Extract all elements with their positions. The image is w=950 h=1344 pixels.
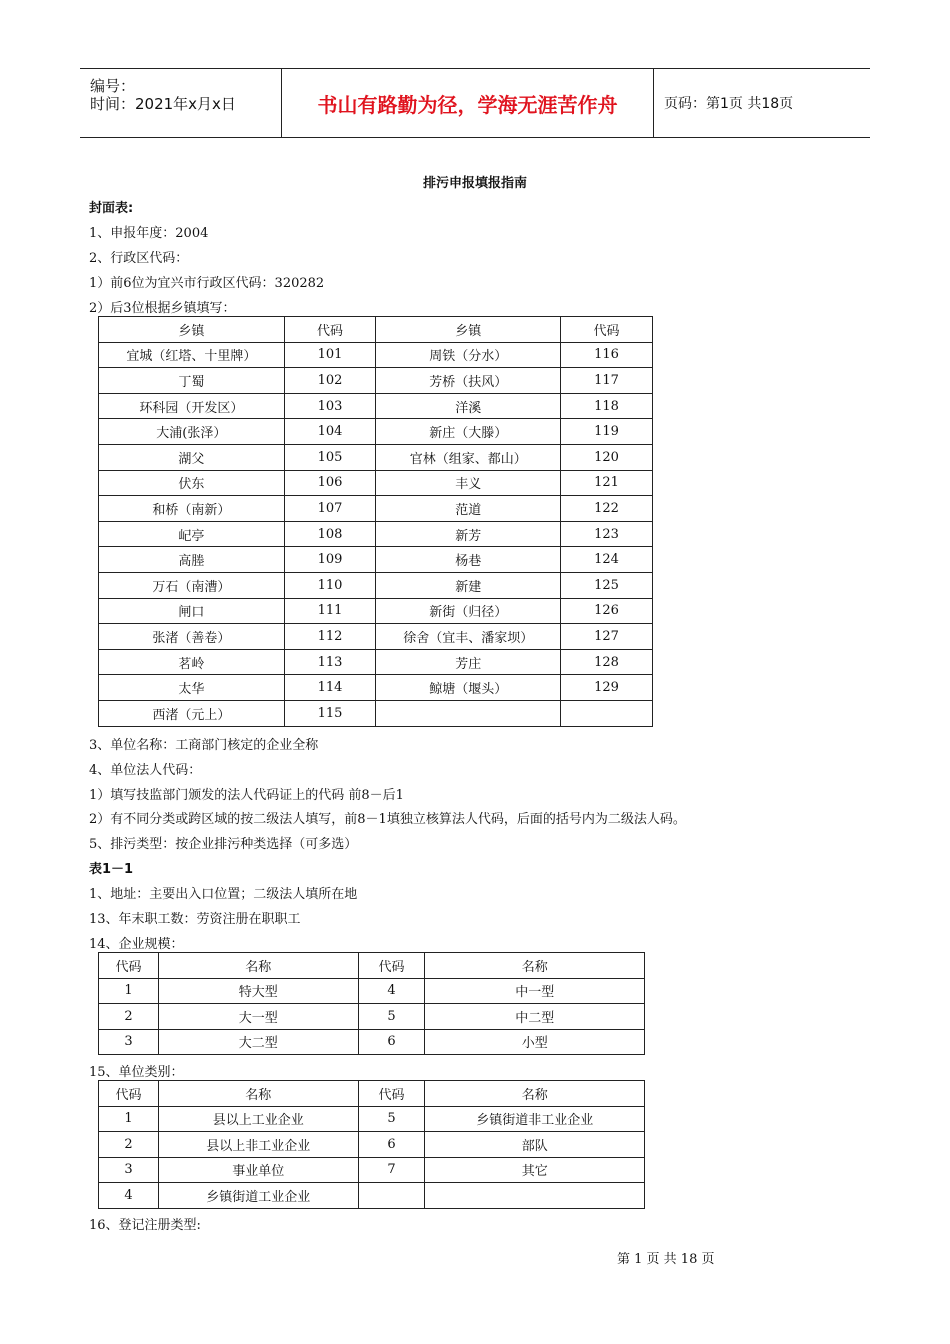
- table-cell: 118: [561, 393, 653, 419]
- header-cell: 名称: [425, 953, 645, 979]
- table-cell: 120: [561, 444, 653, 470]
- header-cell: 代码: [358, 1081, 425, 1107]
- unit-type-table: [98, 1080, 645, 1209]
- table-cell: 7: [358, 1157, 425, 1183]
- town-code-table: [98, 316, 653, 727]
- table-cell: 101: [284, 342, 376, 368]
- table-cell: 129: [561, 675, 653, 701]
- table-cell: 106: [284, 470, 376, 496]
- number-label: 编号：: [90, 77, 136, 95]
- table-cell: 125: [561, 572, 653, 598]
- text-line: 2）后3位根据乡镇填写：: [89, 301, 236, 316]
- text-line: 1）前6位为宜兴市行政区代码：320282: [89, 276, 325, 291]
- table-cell: 县以上工业企业: [158, 1106, 358, 1132]
- table-row: [99, 368, 653, 394]
- table-cell: 官林（组家、都山）: [376, 444, 561, 470]
- table-cell: 1: [99, 978, 159, 1004]
- header-cell: 代码: [561, 317, 653, 343]
- text-line: 5、排污类型：按企业排污种类选择（可多选）: [89, 837, 358, 852]
- table-row: [99, 1183, 645, 1209]
- table-cell: 6: [358, 1029, 425, 1055]
- table-cell: 121: [561, 470, 653, 496]
- table-cell: 屺亭: [99, 521, 285, 547]
- table-row: [99, 521, 653, 547]
- table-cell: 127: [561, 624, 653, 650]
- table-row: [99, 700, 653, 726]
- page-info: 页码：第1页 共18页: [664, 96, 794, 112]
- table-cell: [425, 1183, 645, 1209]
- text-line: 1、申报年度：2004: [89, 226, 209, 241]
- table-cell: 1: [99, 1106, 159, 1132]
- table-cell: 县以上非工业企业: [158, 1132, 358, 1158]
- table-cell: 西渚（元上）: [99, 700, 285, 726]
- table-cell: 湖父: [99, 444, 285, 470]
- table-cell: 张渚（善卷）: [99, 624, 285, 650]
- table-cell: 范道: [376, 496, 561, 522]
- table-cell: 新芳: [376, 521, 561, 547]
- table-row: [99, 624, 653, 650]
- table-row: [99, 1157, 645, 1183]
- table-cell: 环科园（开发区）: [99, 393, 285, 419]
- table-cell: 119: [561, 419, 653, 445]
- table-cell: 109: [284, 547, 376, 573]
- table-row: [99, 393, 653, 419]
- table-row: [99, 598, 653, 624]
- table-cell: 部队: [425, 1132, 645, 1158]
- table-cell: 107: [284, 496, 376, 522]
- table-cell: 128: [561, 649, 653, 675]
- table-cell: 鲸塘（堰头）: [376, 675, 561, 701]
- table-cell: 110: [284, 572, 376, 598]
- table-cell: 大二型: [158, 1029, 358, 1055]
- table-cell: 特大型: [158, 978, 358, 1004]
- table-cell: 丁蜀: [99, 368, 285, 394]
- table-cell: 高塍: [99, 547, 285, 573]
- unit-type-label: 15、单位类别：: [89, 1065, 184, 1080]
- table-row: [99, 1132, 645, 1158]
- table-cell: 123: [561, 521, 653, 547]
- table-cell: 105: [284, 444, 376, 470]
- table-cell: 太华: [99, 675, 285, 701]
- table-cell: 3: [99, 1029, 159, 1055]
- enterprise-scale-table: [98, 952, 645, 1055]
- table-row: [99, 1106, 645, 1132]
- header-cell: 代码: [358, 953, 425, 979]
- table-row: [99, 547, 653, 573]
- table-cell: [561, 700, 653, 726]
- table-cell: 126: [561, 598, 653, 624]
- table-row: [99, 419, 653, 445]
- table-cell: 103: [284, 393, 376, 419]
- table-header-row: [99, 953, 645, 979]
- table-cell: 116: [561, 342, 653, 368]
- table-cell: 徐舍（宜丰、潘家坝）: [376, 624, 561, 650]
- table-cell: 洋溪: [376, 393, 561, 419]
- text-line: 2、行政区代码：: [89, 251, 189, 266]
- table-cell: 112: [284, 624, 376, 650]
- table-row: [99, 675, 653, 701]
- table-cell: 124: [561, 547, 653, 573]
- text-line: 2）有不同分类或跨区域的按二级法人填写，前8－1填独立核算法人代码，后面的括号内为二级法人码。: [89, 812, 686, 827]
- table-cell: 104: [284, 419, 376, 445]
- table-cell: 万石（南漕）: [99, 572, 285, 598]
- table-cell: [376, 700, 561, 726]
- table-cell: 茗岭: [99, 649, 285, 675]
- header-cell: 名称: [158, 953, 358, 979]
- table-cell: 5: [358, 1004, 425, 1030]
- table-cell: 小型: [425, 1029, 645, 1055]
- table-cell: 115: [284, 700, 376, 726]
- header-meta: [80, 69, 282, 137]
- table-cell: 乡镇街道工业企业: [158, 1183, 358, 1209]
- text-line: 3、单位名称：工商部门核定的企业全称: [89, 738, 319, 753]
- table-header-row: [99, 317, 653, 343]
- table-row: [99, 496, 653, 522]
- table-row: [99, 1004, 645, 1030]
- motto: 书山有路勤为径，学海无涯苦作舟: [282, 69, 654, 137]
- table-cell: 108: [284, 521, 376, 547]
- table-cell: 2: [99, 1004, 159, 1030]
- table-cell: 丰义: [376, 470, 561, 496]
- table-cell: 117: [561, 368, 653, 394]
- table-cell: 大浦(张泽）: [99, 419, 285, 445]
- table-cell: 3: [99, 1157, 159, 1183]
- table-row: [99, 1029, 645, 1055]
- table-cell: [358, 1183, 425, 1209]
- header-cell: 名称: [425, 1081, 645, 1107]
- table-cell: 周铁（分水）: [376, 342, 561, 368]
- text-line: 14、企业规模：: [89, 937, 184, 952]
- table-cell: 122: [561, 496, 653, 522]
- table-cell: 111: [284, 598, 376, 624]
- table-row: [99, 649, 653, 675]
- doc-title: 排污申报填报指南: [422, 176, 527, 191]
- table-cell: 113: [284, 649, 376, 675]
- table-cell: 114: [284, 675, 376, 701]
- table-cell: 其它: [425, 1157, 645, 1183]
- table-cell: 芳庄: [376, 649, 561, 675]
- time-label: 时间：2021年x月x日: [90, 95, 236, 113]
- table-cell: 乡镇街道非工业企业: [425, 1106, 645, 1132]
- header-cell: 名称: [158, 1081, 358, 1107]
- table-row: [99, 470, 653, 496]
- header-cell: 代码: [99, 953, 159, 979]
- table-cell: 新庄（大滕）: [376, 419, 561, 445]
- table-header-row: [99, 1081, 645, 1107]
- header-cell: 代码: [99, 1081, 159, 1107]
- table-cell: 4: [358, 978, 425, 1004]
- table-cell: 大一型: [158, 1004, 358, 1030]
- page-header: [80, 68, 870, 138]
- text-line: 4、单位法人代码：: [89, 763, 202, 778]
- table-cell: 杨巷: [376, 547, 561, 573]
- text-line: 13、年末职工数：劳资注册在职职工: [89, 912, 301, 927]
- table-cell: 4: [99, 1183, 159, 1209]
- table-row: [99, 978, 645, 1004]
- header-cell: 乡镇: [99, 317, 285, 343]
- page-footer: 第 1 页 共 18 页: [617, 1252, 715, 1267]
- table-row: [99, 572, 653, 598]
- table-cell: 中一型: [425, 978, 645, 1004]
- table-cell: 伏东: [99, 470, 285, 496]
- header-cell: 乡镇: [376, 317, 561, 343]
- table-cell: 5: [358, 1106, 425, 1132]
- table-cell: 新街（归径）: [376, 598, 561, 624]
- table-cell: 宜城（红塔、十里牌）: [99, 342, 285, 368]
- table-cell: 和桥（南新）: [99, 496, 285, 522]
- table-row: [99, 342, 653, 368]
- text-line: 1）填写技监部门颁发的法人代码证上的代码 前8－后1: [89, 788, 404, 803]
- table-cell: 芳桥（扶风）: [376, 368, 561, 394]
- cover-heading: 封面表:: [89, 201, 134, 216]
- table-heading: 表1－1: [89, 862, 134, 877]
- table-cell: 6: [358, 1132, 425, 1158]
- table-cell: 闸口: [99, 598, 285, 624]
- table-row: [99, 444, 653, 470]
- header-cell: 代码: [284, 317, 376, 343]
- table-cell: 102: [284, 368, 376, 394]
- reg-type-label: 16、登记注册类型:: [89, 1218, 201, 1233]
- table-cell: 2: [99, 1132, 159, 1158]
- table-cell: 新建: [376, 572, 561, 598]
- table-cell: 中二型: [425, 1004, 645, 1030]
- text-line: 1、地址：主要出入口位置；二级法人填所在地: [89, 887, 358, 902]
- table-cell: 事业单位: [158, 1157, 358, 1183]
